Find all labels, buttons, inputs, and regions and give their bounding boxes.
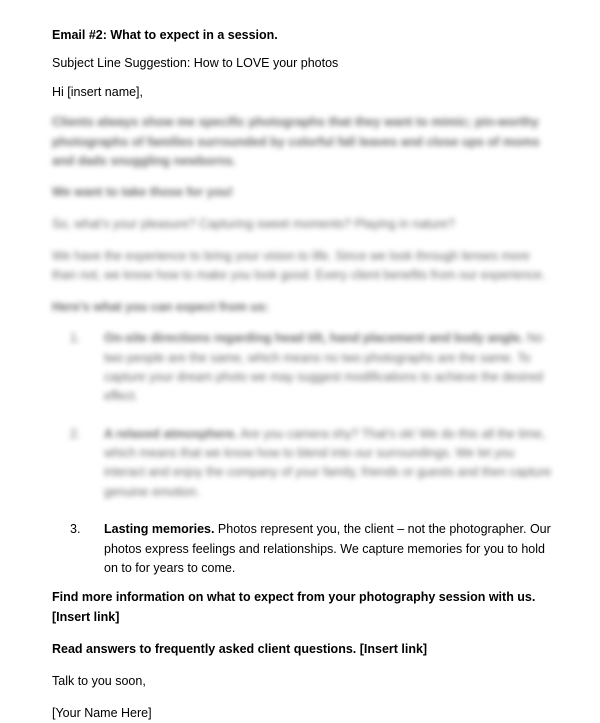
list-item-text (104, 425, 552, 503)
list-item-body: Photos represent you, the client – not the photographer. Our photos express feelings and relationships. We capture memories for you to hold on to for years to come. (104, 522, 551, 575)
blurred-intro-paragraph: Clients always show me specific photographs that they want to mimic; pin-worthy photographs of families surrounded by colorful fall leaves and close ups of moms and dads snuggling newborns. (52, 115, 540, 168)
list-item-number: 3. (70, 522, 81, 537)
list-item (52, 425, 552, 503)
list-item (52, 329, 552, 407)
list-item-number: 1. (70, 331, 81, 346)
blurred-expect-line: Here’s what you can expect from us: (52, 299, 269, 314)
list-item-lead: Lasting memories. (104, 522, 215, 537)
email-document (52, 26, 552, 723)
greeting: Hi [insert name], (52, 84, 144, 99)
signature-placeholder: [Your Name Here] (52, 705, 152, 720)
list-item-body: Are you camera shy? That’s ok! We do this all the time, which means that we know how to blend into our surroundings. We let you interact and enjoy the company of your family, friends or guests and then capture genuine emotion. (104, 426, 552, 499)
list-item-number: 2. (70, 426, 81, 441)
closing-line: Talk to you soon, (52, 674, 146, 689)
list-item-body: No two people are the same, which means no two photographs are the same. To capture your dream photo we may suggest modifications to achieve the desired effect. (104, 331, 544, 404)
list-item (52, 520, 552, 578)
list-item-lead: A relaxed atmosphere. (104, 426, 238, 441)
blurred-experience-paragraph: We have the experience to bring your vision to life. Since we look through lenses more than not, we know how to make you look good. Every client benefits from our experience. (52, 249, 546, 283)
blurred-want-line: We want to take those for you! (52, 185, 234, 200)
more-info-line: Find more information on what to expect from your photography session with us. [Insert link] (52, 590, 536, 624)
email-heading: Email #2: What to expect in a session. (52, 28, 278, 42)
faq-line: Read answers to frequently asked client questions. [Insert link] (52, 642, 428, 656)
list-item-text (104, 329, 552, 407)
expectations-list (52, 329, 552, 578)
list-item-lead: On-site directions regarding head tilt, hand placement and body angle. (104, 331, 524, 346)
subject-line-suggestion: Subject Line Suggestion: How to LOVE your photos (52, 56, 339, 71)
blurred-question-line: So, what’s your pleasure? Capturing sweet moments? Playing in nature? (52, 216, 455, 231)
list-item-text (104, 520, 552, 578)
